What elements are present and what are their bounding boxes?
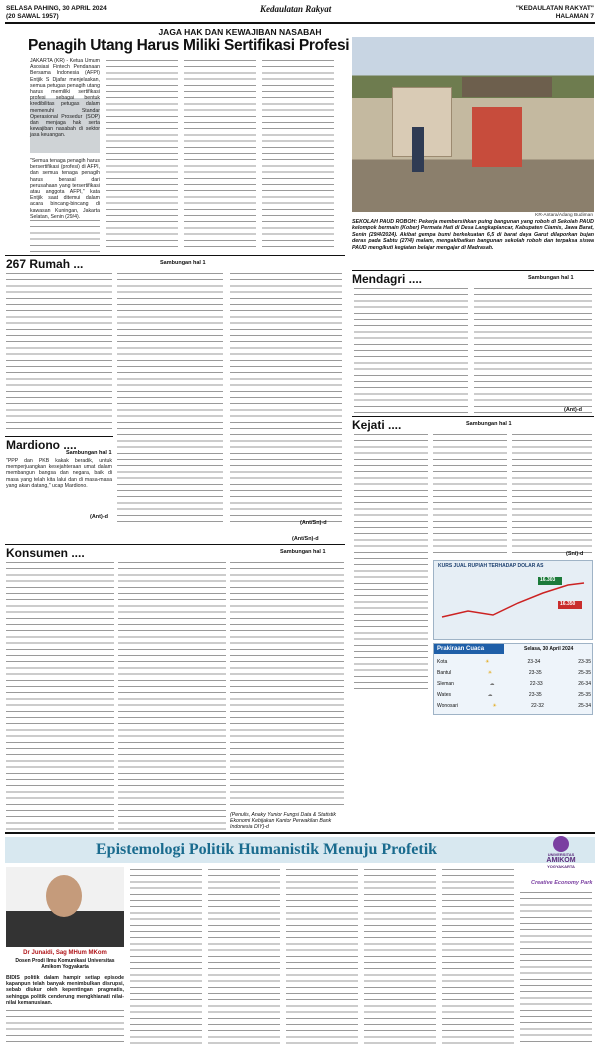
kejati-end: (Sni)-d	[566, 551, 584, 557]
konsumen-title: Konsumen ....	[6, 546, 85, 560]
cloud-icon: ☁	[489, 681, 495, 687]
paper-name: Kedaulatan Rakyat	[260, 4, 332, 14]
lead-col2-text	[106, 58, 178, 252]
lead-kicker: JAGA HAK DAN KEWAJIBAN NASABAH	[158, 27, 322, 37]
weather-temp: 23-35	[528, 692, 542, 698]
story-267-end: (Ant/Sn)-d	[300, 520, 327, 526]
page-number: HALAMAN 7	[555, 13, 594, 20]
mendagri-col1	[354, 286, 468, 414]
weather-city: Wates	[437, 692, 451, 698]
weather-city: Bantul	[437, 670, 452, 676]
mardiono-cont: Sambungan hal 1	[66, 450, 112, 456]
konsumen-cont: Sambungan hal 1	[280, 549, 326, 555]
weather-note: 23-35	[578, 659, 591, 665]
weather-note: 25-34	[578, 703, 591, 709]
opinion-col6	[442, 867, 514, 1047]
sun-icon: ☀	[492, 703, 497, 709]
kejati-col2	[433, 432, 507, 557]
kejati-col1	[354, 432, 428, 692]
opinion-col3	[208, 867, 280, 1047]
photo-caption: SEKOLAH PAUD ROBOH: Pekerja membersihkan puing bangunan yang roboh di Sekolah PAUD kelompok bermain (Kober) Permata Hati di Desa Langkaplancar, Kabupaten Ciamis, Jawa Barat, Senin (29/4/2024). Akibat gempa bumi berkekuatan 6,5 di barat daya Garut dilaporkan bujan deras pada Sabtu (27/4) malam, mengakibatkan bangunan sekolah roboh dan terpaksa siswa PAUD mengikuti kegiatan belajar mengajar di Madrasah.	[352, 219, 594, 251]
story-267-cont: Sambungan hal 1	[160, 260, 206, 266]
weather-temp: 23-35	[528, 670, 542, 676]
weather-city: Kota	[437, 659, 448, 665]
weather-temp: 23-34	[527, 659, 541, 665]
opinion-title: Epistemologi Politik Humanistik Menuju Profetik	[96, 841, 438, 858]
lead-col4-text	[262, 58, 334, 252]
opinion-col5	[364, 867, 436, 1047]
author-role: Dosen Prodi Ilmu Komunikasi Universitas Amikom Yogyakarta	[15, 958, 115, 970]
author-name: Dr Junaidi, Sag MHum MKom	[23, 950, 107, 956]
amikom-emblem-icon	[553, 836, 569, 852]
konsumen-col1	[6, 560, 114, 830]
weather-date: Selasa, 30 April 2024	[524, 646, 574, 652]
amikom-tagline: Creative Economy Park	[531, 880, 593, 886]
opinion-col2	[130, 867, 202, 1047]
section-label: "KEDAULATAN RAKYAT"	[515, 5, 594, 12]
mardiono-text: "PPP dan PKB kakak beradik, untuk memperjuangkan kesejahteraan umat dalam membangun bangsa dan negara, baik di masa yang telah kita lalui dan di masa-masa yang akan datang," ucap Mardiono.	[6, 458, 112, 489]
cloud-icon: ☁	[487, 692, 493, 698]
kurs-chart	[433, 560, 593, 640]
story-267-col2	[117, 271, 223, 523]
weather-note: 26-34	[578, 681, 591, 687]
opinion-col1	[6, 1008, 124, 1046]
lead-headline: Penagih Utang Harus Miliki Sertifikasi Profesi	[28, 37, 350, 54]
weather-rows	[437, 657, 591, 712]
opinion-lead: BIDIS politik dalam hampir setiap episode kapanpun telah banyak menimbulkan disrupsi, sebab diukur oleh kepentingan pragmatis, sehingga politik cenderung mengkhianati nilai-nilai kemanusiaan.	[6, 975, 124, 1006]
kurs-label-1: 16.303	[540, 577, 556, 583]
weather-city: Sleman	[437, 681, 454, 687]
story-267-title: 267 Rumah ...	[6, 257, 84, 271]
amikom-logo: UNIVERSITAS AMIKOM YOGYAKARTA	[530, 836, 592, 869]
kurs-title: KURS JUAL RUPIAH TERHADAP DOLAR AS	[438, 563, 544, 569]
weather-note: 25-35	[578, 692, 591, 698]
mardiono-end: (Ant)-d	[90, 514, 109, 520]
lead-col3-text	[184, 58, 256, 252]
weather-title: Prakiraan Cuaca	[434, 644, 504, 654]
kurs-label-3: 16.350	[560, 601, 576, 607]
opinion-col7	[520, 890, 592, 1047]
mendagri-end: (Ant)-d	[564, 407, 583, 413]
sun-icon: ☀	[487, 670, 493, 676]
lead-para1: JAKARTA (KR) - Ketua Umum Asosiasi Fintech Pendanaan Bersama Indonesia (AFPI) Entjik S Djafar menjelaskan, semua petugas penagih utang harus memiliki sertifikasi profesi sebagai bentuk kredibilitas petugas dalam memenuhi Standar Operasional Prosedur (SOP) dan menjaga hak serta kewajiban nasabah di sektor jasa keuangan.	[30, 58, 100, 139]
weather-temp: 22-33	[529, 681, 543, 687]
mendagri-cont: Sambungan hal 1	[528, 275, 574, 281]
issue-date: SELASA PAHING, 30 APRIL 2024	[6, 5, 107, 12]
konsumen-credit: (Penulis, Anaky Yunior Fungsi Data & Statistik Ekonomi Kebijakan Kantor Perwakilan Bank Indonesia DIY)-d	[230, 812, 336, 831]
kejati-title: Kejati ....	[352, 418, 402, 432]
weather-city: Wonosari	[437, 703, 459, 709]
weather-box	[433, 643, 593, 715]
opinion-col4	[286, 867, 358, 1047]
masthead-rule	[5, 22, 595, 24]
mardiono-title: Mardiono ....	[6, 438, 77, 452]
author-photo	[6, 867, 124, 947]
mendagri-col2	[474, 286, 592, 414]
konsumen-col3	[230, 560, 344, 810]
kejati-col3	[512, 432, 592, 557]
konsumen-col2	[118, 560, 226, 830]
story-267-col3	[230, 271, 342, 523]
story-267-col1	[6, 271, 112, 434]
kejati-cont: Sambungan hal 1	[466, 421, 512, 427]
konsumen-end: (Ant/Sn)-d	[292, 536, 319, 542]
photo-credit: KR-Antara/Adang Budiman	[535, 213, 593, 218]
hijri-date: (20 SAWAL 1957)	[6, 13, 59, 20]
sun-icon: ☀	[485, 659, 490, 665]
weather-note: 25-35	[578, 670, 591, 676]
author-face	[46, 875, 82, 917]
mendagri-title: Mendagri ....	[352, 272, 423, 286]
paud-photo	[352, 37, 594, 212]
weather-temp: 22-32	[531, 703, 544, 709]
lead-para2: "Semua tenaga penagih harus bersertifikasi (profesi) di AFPI, dan semua tenaga penagih harus berasal dari perusahaan yang tersertifikasi atau anggota AFPI," kata Entjik saat ditemui dalam acara bincang-bincang di kawasan Kuningan, Jakarta Selatan, Senin (29/4).	[30, 158, 100, 220]
